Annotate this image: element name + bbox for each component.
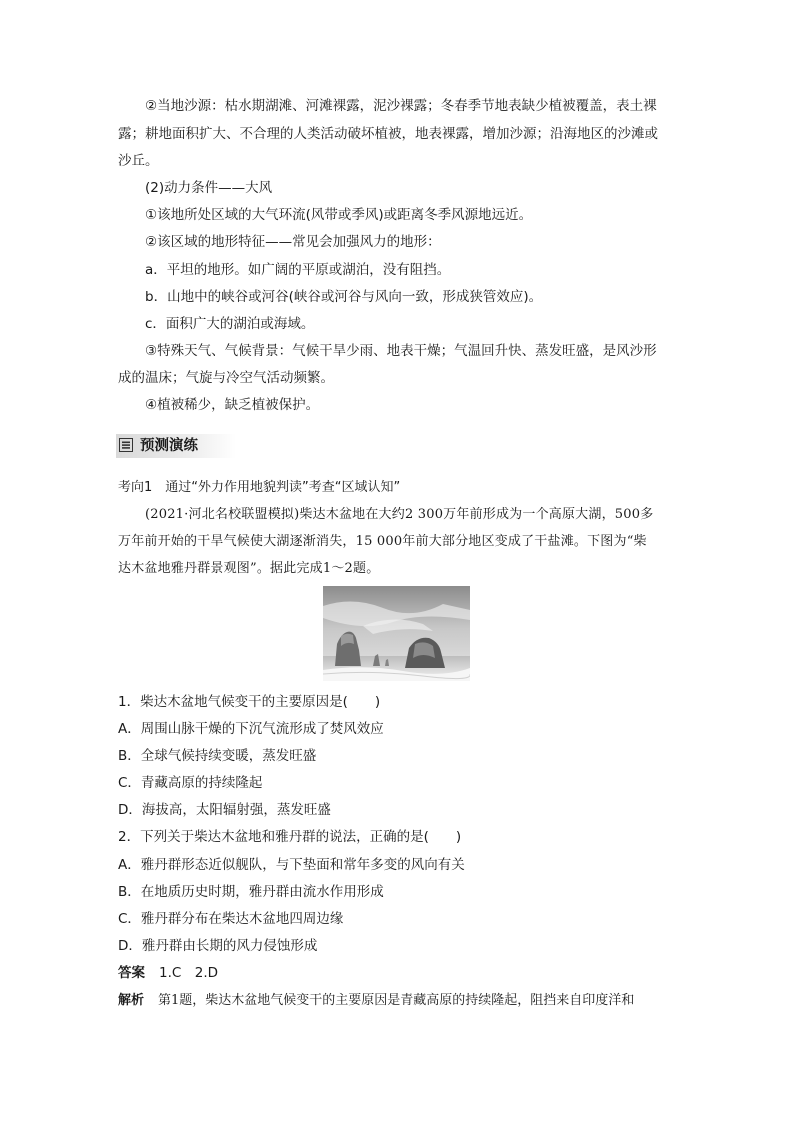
body-line: ④植被稀少，缺乏植被保护。: [145, 397, 320, 413]
answer-label: 答案: [118, 965, 145, 981]
analysis-line: [118, 991, 634, 1011]
question-option: C．青藏高原的持续隆起: [118, 775, 263, 791]
question-option: A．周围山脉干燥的下沉气流形成了焚风效应: [118, 721, 384, 737]
body-line: 露；耕地面积扩大、不合理的人类活动破坏植被，地表裸露，增加沙源；沿海地区的沙滩或: [118, 126, 658, 142]
question-option: B．在地质历史时期，雅丹群由流水作用形成: [118, 884, 384, 900]
intro-line: 达木盆地雅丹群景观图”。据此完成1～2题。: [118, 561, 380, 576]
body-line: ②该区域的地形特征——常见会加强风力的地形：: [145, 234, 441, 250]
body-line: (2)动力条件——大风: [145, 180, 273, 196]
answer-text: 1.C 2.D: [159, 965, 219, 981]
body-line: a．平坦的地形。如广阔的平原或湖泊，没有阻挡。: [145, 262, 451, 278]
section-list-icon: [119, 438, 133, 452]
answer-line: [118, 963, 218, 983]
intro-line: (2021·河北名校联盟模拟)柴达木盆地在大约2 300万年前形成为一个高原大湖，500多: [145, 507, 654, 522]
yardang-landscape-photo: [323, 586, 470, 681]
intro-line: 万年前开始的干旱气候使大湖逐渐消失，15 000年前大部分地区变成了干盐滩。下图为“柴: [118, 534, 647, 549]
body-line: ②当地沙源：枯水期湖滩、河滩裸露，泥沙裸露；冬春季节地表缺少植被覆盖，表土裸: [145, 98, 657, 114]
body-line: 沙丘。: [118, 153, 159, 169]
body-line: c．面积广大的湖泊或海域。: [145, 316, 315, 332]
question-option: C．雅丹群分布在柴达木盆地四周边缘: [118, 911, 344, 927]
analysis-label: 解析: [118, 993, 145, 1008]
body-line: 成的温床；气旋与冷空气活动频繁。: [118, 370, 334, 386]
body-line: ①该地所处区域的大气环流(风带或季风)或距离冬季风源地远近。: [145, 207, 533, 223]
body-line: ③特殊天气、气候背景：气候干旱少雨、地表干燥；气温回升快、蒸发旺盛，是风沙形: [145, 343, 657, 359]
question-stem: 2．下列关于柴达木盆地和雅丹群的说法，正确的是( ): [118, 829, 462, 845]
question-option: B．全球气候持续变暖，蒸发旺盛: [118, 748, 317, 764]
kaoxiang-heading: 考向1 通过“外力作用地貌判读”考查“区域认知”: [118, 480, 401, 495]
question-option: A．雅丹群形态近似舰队，与下垫面和常年多变的风向有关: [118, 857, 465, 873]
body-line: b．山地中的峡谷或河谷(峡谷或河谷与风向一致，形成狭管效应)。: [145, 289, 543, 305]
section-title: 预测演练: [140, 438, 198, 454]
question-option: D．雅丹群由长期的风力侵蚀形成: [118, 938, 318, 954]
section-header: [116, 434, 236, 458]
question-option: D．海拔高，太阳辐射强，蒸发旺盛: [118, 802, 331, 818]
question-stem: 1．柴达木盆地气候变干的主要原因是( ): [118, 694, 381, 710]
analysis-text: 第1题，柴达木盆地气候变干的主要原因是青藏高原的持续隆起，阻挡来自印度洋和: [158, 993, 635, 1008]
